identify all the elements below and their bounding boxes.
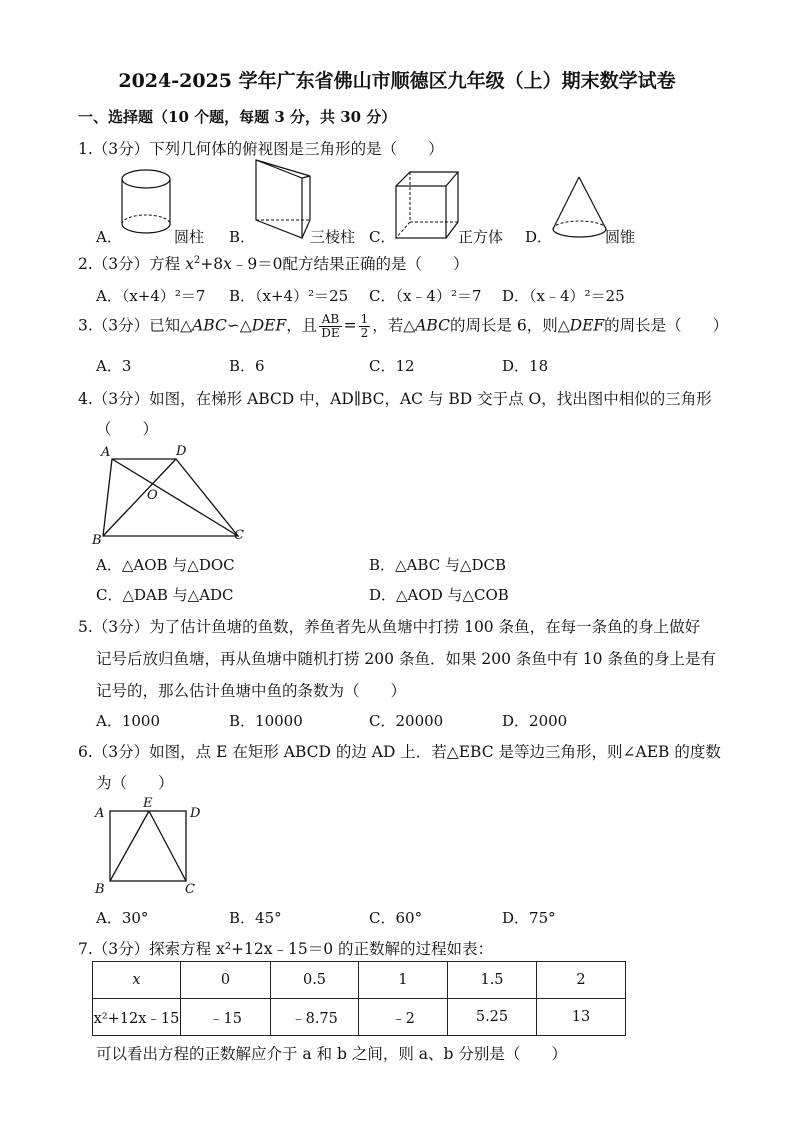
q6-label-b: B — [95, 882, 105, 897]
q1-option-b-letter: B． — [229, 228, 256, 246]
q1-option-a-letter: A． — [96, 228, 122, 246]
q3-fraction-half: $\frac{1}{2}$ — [360, 312, 369, 340]
table-cell: ﹣15 — [181, 999, 271, 1036]
q2-option-c: C．（x﹣4）²＝7 — [369, 287, 482, 305]
q7-after-text: 可以看出方程的正数解应介于 a 和 b 之间，则 a、b 分别是（ ） — [96, 1045, 567, 1063]
q5-option-d: D．2000 — [502, 712, 568, 730]
q6-label-c: C — [185, 882, 195, 897]
q4-label-b: B — [92, 533, 102, 548]
q5-option-c: C．20000 — [369, 712, 444, 730]
q1-option-a-name: 圆柱 — [174, 228, 205, 246]
table-cell: ﹣2 — [359, 999, 448, 1036]
q1-option-c-letter: C． — [369, 228, 396, 246]
q4-label-a: A — [101, 445, 111, 460]
q1-stem: 1.（3分）下列几何体的俯视图是三角形的是（ ） — [78, 140, 444, 158]
table-cell: 5.25 — [448, 999, 537, 1036]
q3-option-b: B．6 — [229, 357, 265, 375]
q3-fraction-ab-de: $\frac{AB}{DE}$ — [321, 312, 340, 340]
table-cell: x — [93, 962, 181, 999]
q4-label-o: O — [147, 488, 158, 503]
q5-stem-line3: 记号的，那么估计鱼塘中鱼的条数为（ ） — [96, 682, 407, 700]
rectangle-figure — [92, 796, 212, 900]
q6-stem-line1: 6.（3分）如图，点 E 在矩形 ABCD 的边 AD 上．若△EBC 是等边三角形，则∠AEB 的度数 — [78, 743, 721, 761]
table-row — [93, 962, 626, 999]
q6-option-a: A．30° — [96, 909, 149, 927]
q2-stem: 2.（3分）方程 $x^2+8x﹣9=0$配方结果正确的是（ ） — [78, 254, 469, 273]
table-cell: 2 — [537, 962, 626, 999]
q1-option-d-letter: D． — [525, 228, 553, 246]
q1-option-b-name: 三棱柱 — [310, 228, 356, 246]
q5-option-b: B．10000 — [229, 712, 303, 730]
q2-option-a: A．（x+4）²＝7 — [96, 287, 206, 305]
table-cell: 13 — [537, 999, 626, 1036]
cube-figure — [394, 170, 460, 242]
q3-option-a: A．3 — [96, 357, 132, 375]
q6-stem-line2: 为（ ） — [96, 774, 174, 792]
q3-stem: 3.（3分）已知△ABC∽△DEF，且 $\frac{AB}{DE}$ = $\frac{1}{2}$ ，若△ABC的周长是 6，则△DEF的周长是（ ） — [78, 312, 729, 340]
q7-stem: 7.（3分）探索方程 x²+12x﹣15＝0 的正数解的过程如表： — [78, 940, 493, 958]
q1-option-c-name: 正方体 — [458, 228, 504, 246]
q4-option-b: B．△ABC 与△DCB — [369, 556, 506, 574]
q4-option-a: A．△AOB 与△DOC — [96, 556, 235, 574]
q4-stem-line1: 4.（3分）如图，在梯形 ABCD 中，AD∥BC，AC 与 BD 交于点 O，找出图中相似的三角形 — [78, 390, 712, 408]
q1-option-d-name: 圆锥 — [605, 228, 636, 246]
table-cell: x²+12x﹣15 — [93, 999, 181, 1036]
q6-option-c: C．60° — [369, 909, 423, 927]
section-heading: 一、选择题（10 个题，每题 3 分，共 30 分） — [78, 108, 397, 126]
q2-option-d: D．（x﹣4）²＝25 — [502, 287, 625, 305]
q4-stem-line2: （ ） — [96, 420, 159, 438]
q7-table — [92, 961, 626, 1036]
q6-option-d: D．75° — [502, 909, 556, 927]
q3-option-d: D．18 — [502, 357, 549, 375]
q6-label-a: A — [95, 806, 105, 821]
table-row — [93, 999, 626, 1036]
table-cell: 0 — [181, 962, 271, 999]
table-cell: ﹣8.75 — [271, 999, 359, 1036]
cylinder-figure — [118, 166, 178, 242]
q6-label-d: D — [190, 806, 201, 821]
q5-option-a: A．1000 — [96, 712, 161, 730]
triangular-prism-figure — [252, 158, 314, 242]
q4-label-c: C — [234, 528, 244, 543]
q4-option-d: D．△AOD 与△COB — [369, 586, 509, 604]
q5-stem-line1: 5.（3分）为了估计鱼塘的鱼数，养鱼者先从鱼塘中打捞 100 条鱼，在每一条鱼的身上做好 — [78, 618, 701, 636]
table-cell: 1.5 — [448, 962, 537, 999]
cone-figure — [550, 175, 610, 241]
page-title: 2024-2025 学年广东省佛山市顺德区九年级（上）期末数学试卷 — [118, 70, 676, 92]
q6-option-b: B．45° — [229, 909, 282, 927]
q6-label-e: E — [143, 796, 153, 811]
table-cell: 1 — [359, 962, 448, 999]
trapezoid-figure — [92, 440, 262, 550]
table-cell: 0.5 — [271, 962, 359, 999]
q3-option-c: C．12 — [369, 357, 415, 375]
q4-label-d: D — [176, 444, 187, 459]
q2-option-b: B．（x+4）²＝25 — [229, 287, 349, 305]
q5-stem-line2: 记号后放归鱼塘，再从鱼塘中随机打捞 200 条鱼．如果 200 条鱼中有 10 条鱼的身上是有 — [96, 650, 716, 668]
q4-option-c: C．△DAB 与△ADC — [96, 586, 234, 604]
